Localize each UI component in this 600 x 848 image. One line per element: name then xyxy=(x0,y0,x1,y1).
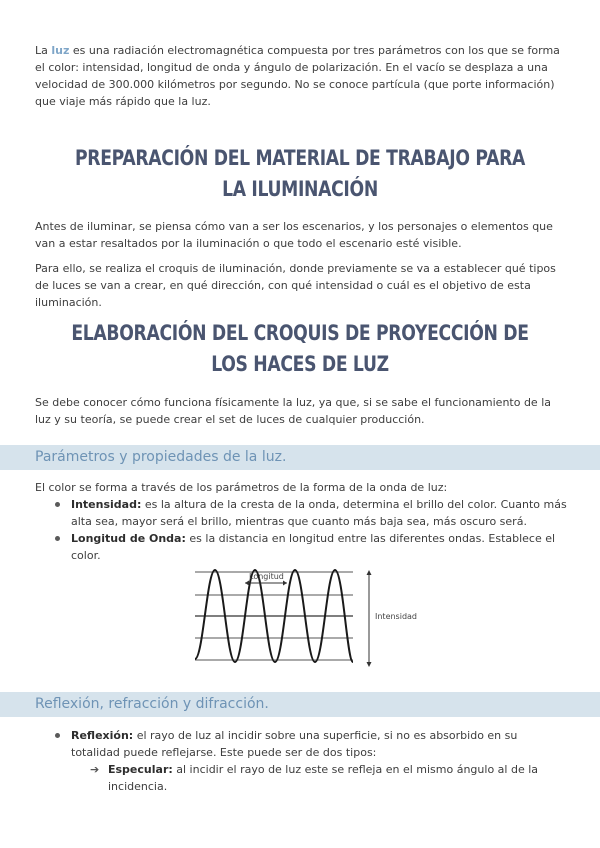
intro-lead: La xyxy=(35,44,52,57)
arrow-right-icon: ➔ xyxy=(90,763,100,776)
item-term: Intensidad: xyxy=(71,498,142,511)
list-item xyxy=(71,727,567,761)
bullet-dot-icon xyxy=(55,733,60,738)
paragraph-se-debe: Se debe conocer cómo funciona físicamente la luz, ya que, si se sabe el funcionamiento de la luz y su teoría, se puede crear el set de luces de cualquier producción. xyxy=(35,396,551,426)
label-intensidad: Intensidad xyxy=(375,612,418,621)
bullet-dot-icon xyxy=(55,502,60,507)
wave-diagram xyxy=(195,562,427,672)
paragraph-antes: Antes de iluminar, se piensa cómo van a ser los escenarios, y los personajes o elementos que van a estar resaltados por la iluminación o que todo el escenario esté visible. xyxy=(35,220,553,250)
intro-text: es una radiación electromagnética compuesta por tres parámetros con los que se forma el color: intensidad, longitud de onda y ángulo de polarización. En el vacío se desplaza a una velocidad de 300.000 kilómetros por segundo. No se conoce partícula (que porte información) que viaje más rápido que la luz. xyxy=(35,44,560,108)
item-text: es la altura de la cresta de la onda, determina el brillo del color. Cuanto más alta sea, mayor será el brillo, mientras que cuanto más baja sea, más oscuro será. xyxy=(71,498,567,528)
section-band-reflexion xyxy=(0,692,600,717)
bullet-list-reflexion xyxy=(71,727,567,761)
item-term: Reflexión: xyxy=(71,729,134,742)
paragraph-color-forma: El color se forma a través de los parámetros de la forma de la onda de luz: xyxy=(35,481,448,494)
item-text: el rayo de luz al incidir sobre una superficie, si no es absorbido en su totalidad puede reflejarse. Este puede ser de dos tipos: xyxy=(71,729,518,759)
heading-elaboracion: ELABORACIÓN DEL CROQUIS DE PROYECCIÓN DE LOS HACES DE LUZ xyxy=(71,321,529,376)
list-item xyxy=(71,496,567,530)
paragraph-para-ello: Para ello, se realiza el croquis de iluminación, donde previamente se va a establecer qué tipos de luces se van a crear, en qué dirección, con qué intensidad o cuál es el objetivo de esta iluminación. xyxy=(35,262,556,309)
heading-preparacion: PREPARACIÓN DEL MATERIAL DE TRABAJO PARA LA ILUMINACIÓN xyxy=(74,146,526,201)
section-title-parametros: Parámetros y propiedades de la luz. xyxy=(35,449,287,465)
sub-list-reflexion xyxy=(90,761,539,795)
list-item xyxy=(90,761,539,795)
list-item xyxy=(71,530,567,564)
item-text: al incidir el rayo de luz este se refleja en el mismo ángulo al de la incidencia. xyxy=(108,763,539,793)
item-text: es la distancia en longitud entre las diferentes ondas. Establece el color. xyxy=(71,532,556,562)
intro-keyword: luz xyxy=(51,44,70,57)
section-title-reflexion: Reflexión, refracción y difracción. xyxy=(35,696,269,712)
intro-paragraph xyxy=(35,42,567,110)
bullet-list-parametros xyxy=(71,496,567,564)
item-term: Longitud de Onda: xyxy=(71,532,186,545)
section-band-parametros xyxy=(0,445,600,470)
bullet-dot-icon xyxy=(55,536,60,541)
label-longitud: Longitud xyxy=(249,572,284,581)
item-term: Especular: xyxy=(108,763,173,776)
